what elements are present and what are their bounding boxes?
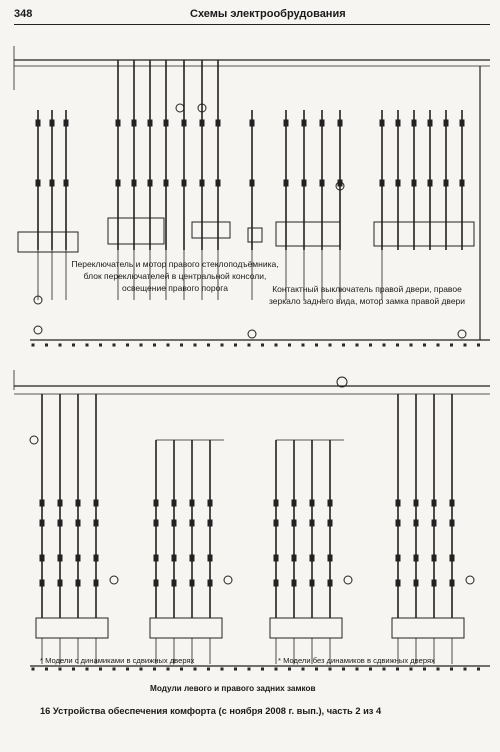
connector-pin-top-b-0 [36,180,40,186]
connector-pin-bottom-2-3-3 [328,580,332,586]
terminal-number-mark-0-3 [73,344,75,346]
connector-pin-bottom-3-3-0 [450,500,454,506]
connector-pin-bottom-1-1-0 [172,500,176,506]
figure-title: 16 Устройства обеспечения комфорта (с ноября 2008 г. вып.), часть 2 из 4 [40,706,382,716]
connector-pin-top-b-14 [338,180,342,186]
connector-pin-bottom-0-1-3 [58,580,62,586]
connector-pin-top-b-5 [148,180,152,186]
page-header: Схемы электрообрудования [190,8,346,20]
connector-pin-bottom-2-1-2 [292,555,296,561]
connector-pin-top-a-6 [164,120,168,126]
connector-pin-bottom-3-0-0 [396,500,400,506]
connector-pin-bottom-2-2-2 [310,555,314,561]
terminal-number-mark-1-16 [248,668,250,670]
terminal-number-mark-1-21 [316,668,318,670]
connector-pin-bottom-2-0-3 [274,580,278,586]
connector-pin-bottom-3-1-3 [414,580,418,586]
connector-pin-bottom-3-3-3 [450,580,454,586]
terminal-number-mark-1-3 [73,668,75,670]
connector-pin-top-b-17 [412,180,416,186]
terminal-number-mark-0-6 [113,344,115,346]
connector-pin-top-a-7 [182,120,186,126]
ground-point-top-2 [176,104,184,112]
connector-pin-bottom-2-3-2 [328,555,332,561]
connector-pin-top-a-8 [200,120,204,126]
connector-pin-top-a-20 [460,120,464,126]
terminal-number-mark-0-13 [208,344,210,346]
terminal-number-mark-1-5 [100,668,102,670]
module-title: Модули левого и правого задних замков [150,684,316,693]
connector-pin-bottom-3-1-0 [414,500,418,506]
terminal-number-mark-0-31 [451,344,453,346]
connector-pin-top-b-10 [250,180,254,186]
connector-pin-bottom-0-0-3 [40,580,44,586]
connector-pin-bottom-3-3-1 [450,520,454,526]
connector-pin-top-a-9 [216,120,220,126]
connector-pin-bottom-3-2-2 [432,555,436,561]
terminal-number-mark-1-0 [32,668,34,670]
connector-pin-bottom-1-0-1 [154,520,158,526]
terminal-number-mark-1-20 [302,668,304,670]
terminal-number-mark-0-28 [410,344,412,346]
connector-pin-bottom-2-2-1 [310,520,314,526]
connector-pin-bottom-0-3-0 [94,500,98,506]
terminal-number-mark-0-26 [383,344,385,346]
terminal-number-mark-0-20 [302,344,304,346]
connector-pin-bottom-0-1-0 [58,500,62,506]
terminal-number-mark-1-27 [397,668,399,670]
relay-box [248,228,262,242]
terminal-number-mark-1-11 [181,668,183,670]
connector-pin-bottom-1-2-0 [190,500,194,506]
connector-pin-bottom-2-2-3 [310,580,314,586]
terminal-number-mark-1-28 [410,668,412,670]
connector-pin-bottom-0-2-3 [76,580,80,586]
terminal-number-mark-0-27 [397,344,399,346]
terminal-number-mark-1-7 [127,668,129,670]
connector-pin-bottom-1-1-3 [172,580,176,586]
terminal-number-mark-1-18 [275,668,277,670]
connector-pin-bottom-2-1-3 [292,580,296,586]
lock-module-box-3 [392,618,464,638]
terminal-number-mark-0-19 [289,344,291,346]
terminal-number-mark-1-12 [194,668,196,670]
connector-pin-top-a-11 [284,120,288,126]
terminal-number-mark-1-13 [208,668,210,670]
terminal-number-mark-0-29 [424,344,426,346]
connector-pin-top-b-2 [64,180,68,186]
connector-pin-bottom-1-1-2 [172,555,176,561]
connector-pin-top-a-4 [132,120,136,126]
caption-window-regulator: Переключатель и мотор правого стеклоподъёмника, блок переключателей в центральной консоли, освещение правого порога [71,259,279,293]
connector-pin-top-a-3 [116,120,120,126]
terminal-number-mark-0-10 [167,344,169,346]
note-without-speakers: * Модели без динамиков в сдвижных дверях [278,656,435,665]
connector-pin-bottom-1-3-3 [208,580,212,586]
terminal-number-mark-0-0 [32,344,34,346]
ground-point-bottom-left [30,436,38,444]
connector-pin-top-b-7 [182,180,186,186]
connector-pin-top-b-9 [216,180,220,186]
terminal-number-mark-1-23 [343,668,345,670]
connector-pin-bottom-1-3-1 [208,520,212,526]
connector-pin-bottom-2-0-1 [274,520,278,526]
connector-pin-top-a-19 [444,120,448,126]
connector-pin-bottom-1-2-3 [190,580,194,586]
lock-module-box-0 [36,618,108,638]
terminal-number-mark-1-22 [329,668,331,670]
connector-pin-bottom-2-1-1 [292,520,296,526]
lock-module-box-1 [150,618,222,638]
caption-right-door: Контактный выключатель правой двери, правое зеркало заднего вида, мотор замка правой двери [268,284,466,306]
connector-pin-bottom-3-2-3 [432,580,436,586]
ground-point-top-4 [248,330,256,338]
switch-block-left [18,232,78,252]
terminal-number-mark-1-6 [113,668,115,670]
door-lock-module-box [374,222,474,246]
ground-point-bottom-0 [110,576,118,584]
connector-pin-bottom-0-1-2 [58,555,62,561]
connector-pin-top-b-8 [200,180,204,186]
connector-pin-bottom-1-2-2 [190,555,194,561]
connector-pin-top-b-1 [50,180,54,186]
ground-point-bottom-2 [344,576,352,584]
connector-pin-top-b-18 [428,180,432,186]
page-number: 348 [14,8,33,20]
connector-pin-top-a-0 [36,120,40,126]
connector-pin-top-b-13 [320,180,324,186]
connector-pin-bottom-0-2-1 [76,520,80,526]
connector-pin-bottom-3-3-2 [450,555,454,561]
terminal-number-mark-1-9 [154,668,156,670]
connector-pin-bottom-2-1-0 [292,500,296,506]
terminal-number-mark-0-21 [316,344,318,346]
terminal-number-mark-1-25 [370,668,372,670]
connector-pin-bottom-1-2-1 [190,520,194,526]
connector-pin-top-a-10 [250,120,254,126]
connector-pin-bottom-1-3-0 [208,500,212,506]
connector-pin-top-a-15 [380,120,384,126]
connector-pin-top-b-6 [164,180,168,186]
connector-pin-top-a-18 [428,120,432,126]
terminal-number-mark-0-8 [140,344,142,346]
connector-pin-bottom-1-3-2 [208,555,212,561]
connector-pin-top-b-12 [302,180,306,186]
connector-pin-bottom-2-0-2 [274,555,278,561]
connector-pin-top-b-4 [132,180,136,186]
connector-pin-bottom-0-0-1 [40,520,44,526]
terminal-number-mark-1-10 [167,668,169,670]
connector-pin-bottom-3-1-2 [414,555,418,561]
terminal-number-mark-1-1 [46,668,48,670]
terminal-number-mark-0-11 [181,344,183,346]
connector-pin-top-a-12 [302,120,306,126]
connector-pin-bottom-0-0-2 [40,555,44,561]
terminal-number-mark-0-22 [329,344,331,346]
connector-pin-bottom-2-0-0 [274,500,278,506]
connector-pin-top-a-13 [320,120,324,126]
switch-block-center [108,218,164,244]
terminal-number-mark-1-19 [289,668,291,670]
terminal-number-mark-0-4 [86,344,88,346]
ground-point-top-6 [458,330,466,338]
connector-pin-bottom-2-3-1 [328,520,332,526]
terminal-number-mark-1-2 [59,668,61,670]
terminal-number-mark-1-15 [235,668,237,670]
connector-pin-bottom-3-0-3 [396,580,400,586]
terminal-number-mark-0-30 [437,344,439,346]
ground-point-bottom-1 [224,576,232,584]
terminal-number-mark-0-14 [221,344,223,346]
connector-pin-top-a-2 [64,120,68,126]
terminal-number-mark-1-24 [356,668,358,670]
connector-pin-top-b-3 [116,180,120,186]
connector-pin-bottom-3-0-1 [396,520,400,526]
connector-pin-bottom-1-0-0 [154,500,158,506]
terminal-number-mark-1-26 [383,668,385,670]
connector-pin-top-b-19 [444,180,448,186]
connector-pin-top-a-17 [412,120,416,126]
terminal-number-mark-1-14 [221,668,223,670]
terminal-number-mark-1-29 [424,668,426,670]
connector-pin-top-b-15 [380,180,384,186]
terminal-number-mark-0-5 [100,344,102,346]
terminal-number-mark-0-2 [59,344,61,346]
connector-pin-top-a-5 [148,120,152,126]
terminal-number-mark-1-32 [464,668,466,670]
terminal-number-mark-0-9 [154,344,156,346]
terminal-number-mark-1-33 [478,668,480,670]
terminal-number-mark-0-7 [127,344,129,346]
terminal-number-mark-0-1 [46,344,48,346]
terminal-number-mark-0-15 [235,344,237,346]
connector-pin-top-b-16 [396,180,400,186]
terminal-number-mark-0-17 [262,344,264,346]
connector-pin-bottom-2-2-0 [310,500,314,506]
terminal-number-mark-0-12 [194,344,196,346]
terminal-number-mark-1-17 [262,668,264,670]
connector-pin-bottom-0-0-0 [40,500,44,506]
connector-pin-top-a-14 [338,120,342,126]
ground-point-bottom-3 [466,576,474,584]
terminal-number-mark-0-33 [478,344,480,346]
terminal-number-mark-1-30 [437,668,439,670]
connector-pin-bottom-3-1-1 [414,520,418,526]
terminal-number-mark-1-31 [451,668,453,670]
terminal-number-mark-0-32 [464,344,466,346]
note-with-speakers: * Модели с динамиками в сдвижных дверях [40,656,195,665]
terminal-number-mark-0-16 [248,344,250,346]
terminal-number-mark-0-18 [275,344,277,346]
connector-pin-bottom-0-3-2 [94,555,98,561]
connector-pin-bottom-0-3-1 [94,520,98,526]
connector-pin-bottom-1-0-3 [154,580,158,586]
connector-pin-bottom-0-1-1 [58,520,62,526]
connector-pin-top-a-16 [396,120,400,126]
connector-pin-bottom-0-2-0 [76,500,80,506]
connector-pin-bottom-3-2-0 [432,500,436,506]
terminal-number-mark-0-23 [343,344,345,346]
terminal-number-mark-1-8 [140,668,142,670]
connector-pin-bottom-3-2-1 [432,520,436,526]
ground-point-top-0 [34,326,42,334]
regulator-motor-box [192,222,230,238]
connector-pin-bottom-2-3-0 [328,500,332,506]
connector-pin-top-b-11 [284,180,288,186]
connector-pin-top-b-20 [460,180,464,186]
connector-pin-bottom-1-1-1 [172,520,176,526]
connector-pin-bottom-3-0-2 [396,555,400,561]
lock-module-box-2 [270,618,342,638]
terminal-number-mark-1-4 [86,668,88,670]
terminal-number-mark-0-24 [356,344,358,346]
connector-pin-top-a-1 [50,120,54,126]
connector-pin-bottom-0-3-3 [94,580,98,586]
connector-pin-bottom-1-0-2 [154,555,158,561]
terminal-number-mark-0-25 [370,344,372,346]
connector-pin-bottom-0-2-2 [76,555,80,561]
